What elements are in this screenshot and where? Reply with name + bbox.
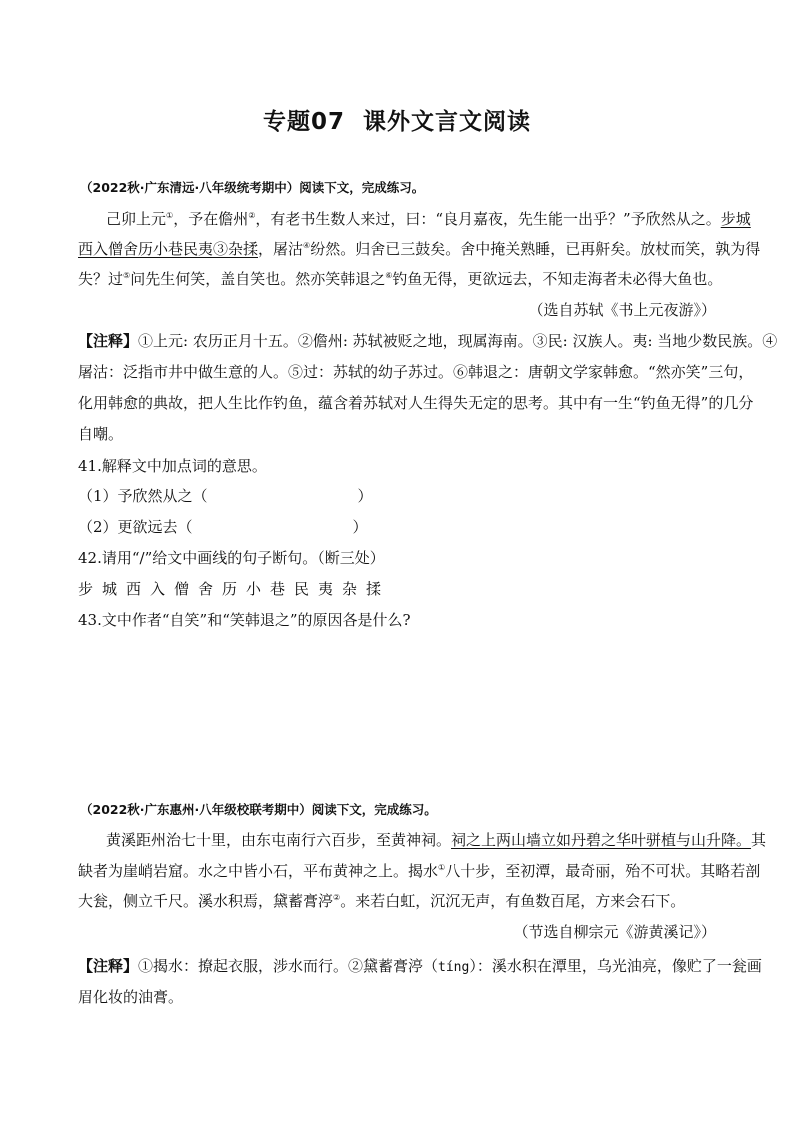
passage2-line-1: 黄溪距州治七十里，由东屯南行六百步，至黄神祠。祠之上两山墙立如丹碧之华叶骈植与山升降。其 xyxy=(106,831,767,849)
passage1-line-1: 己卯上元①，予在儋州②，有老书生数人来过，曰：“良月嘉夜，先生能一出乎？”予欣然从之。步城 xyxy=(106,210,751,228)
underlined-sentence: 西入僧舍历小巷民夷③杂揉 xyxy=(78,240,259,258)
passage1-note-3: 化用韩愈的典故，把人生比作钓鱼，蕴含着苏轼对人生得失无定的思考。其中有一生“钓鱼无得”的几分 xyxy=(78,394,754,412)
passage1-note-4: 自嘲。 xyxy=(78,425,124,443)
passage1-source: （2022秋·广东清远·八年级统考期中）阅读下文，完成练习。 xyxy=(80,180,425,195)
passage1-note-1: 【注释】①上元: 农历正月十五。②儋州: 苏轼被贬之地，现属海南。③民: 汉族人。夷: 当地少数民族。④ xyxy=(78,332,778,350)
passage2-note-1: 【注释】①揭水：撩起衣服，涉水而行。②黛蓄膏渟（tíng）：溪水积在潭里，乌光油亮，像贮了一瓮画 xyxy=(78,957,762,975)
passage1-citation: （选自苏轼《书上元夜游》） xyxy=(528,301,716,319)
passage2-line-2: 缺者为崖峭岩窟。水之中皆小石，平布黄神之上。揭水①八十步，至初潭，最奇丽，殆不可状。其略若剖 xyxy=(78,862,761,880)
question-42: 42.请用“/”给文中画线的句子断句。（断三处） xyxy=(78,549,385,567)
question-41-1: （1）予欣然从之（ ） xyxy=(78,487,373,505)
underlined-sentence: 步城 xyxy=(720,210,751,228)
passage1-line-2: 西入僧舍历小巷民夷③杂揉，屠沽④纷然。归舍已三鼓矣。舍中掩关熟睡，已再鼾矣。放杖而笑，孰为得 xyxy=(78,240,761,258)
passage2-line-3: 大瓮，侧立千尺。溪水积焉，黛蓄膏渟②。来若白虹，沉沉无声，有鱼数百尾，方来会石下。 xyxy=(78,892,686,910)
passage2-note-2: 眉化妆的油膏。 xyxy=(78,988,184,1006)
passage2-source: （2022秋·广东惠州·八年级校联考期中）阅读下文，完成练习。 xyxy=(80,802,437,817)
question-41: 41.解释文中加点词的意思。 xyxy=(78,457,267,475)
passage1-note-2: 屠沽：泛指市井中做生意的人。⑤过：苏轼的幼子苏过。⑥韩退之：唐朝文学家韩愈。“然亦笑”三句， xyxy=(78,363,754,381)
question-43: 43.文中作者“自笑”和“笑韩退之”的原因各是什么? xyxy=(78,611,411,629)
question-41-2: （2）更欲远去（ ） xyxy=(78,518,368,536)
passage2-citation: （节选自柳宗元《游黄溪记》） xyxy=(513,923,716,941)
page-title: 专题07 课外文言文阅读 xyxy=(262,109,531,135)
underlined-sentence: 祠之上两山墙立如丹碧之华叶骈植与山升降。 xyxy=(451,831,752,849)
question-42-text: 步城西入僧舍历小巷民夷杂揉 xyxy=(78,580,391,598)
passage1-line-3: 失？过⑤问先生何笑，盖自笑也。然亦笑韩退之⑥钓鱼无得，更欲远去，不知走海者未必得大鱼也。 xyxy=(78,270,723,288)
